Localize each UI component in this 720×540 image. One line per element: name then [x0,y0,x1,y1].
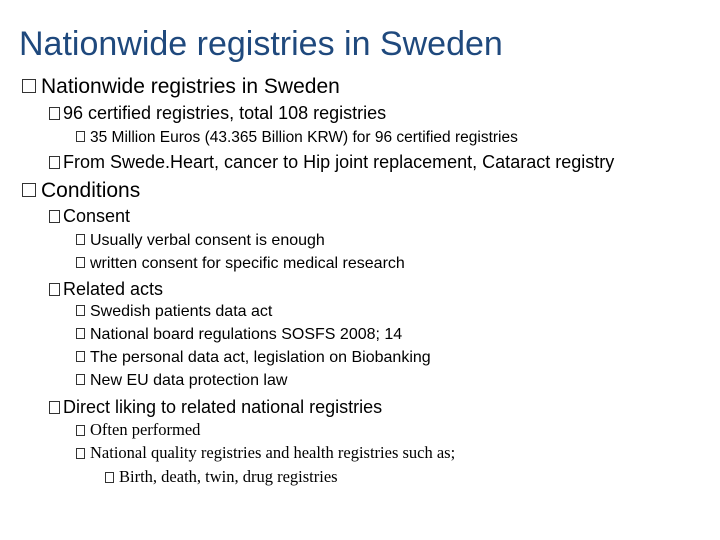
square-bullet-icon [49,156,60,169]
bullet-consent: Consent [49,205,130,227]
bullet-personal-data-act: The personal data act, legislation on Biobanking [76,348,431,368]
square-bullet-icon [76,131,85,142]
bullet-registry-types: Birth, death, twin, drug registries [105,467,338,487]
square-bullet-icon [49,210,60,223]
square-bullet-icon [49,283,60,296]
square-bullet-icon [76,257,85,268]
bullet-nationwide-registries: Nationwide registries in Sweden [22,75,340,99]
square-bullet-icon [76,305,85,316]
square-bullet-icon [76,374,85,385]
bullet-eu-data-law: New EU data protection law [76,371,287,391]
bullet-patients-data-act: Swedish patients data act [76,302,272,322]
square-bullet-icon [22,183,36,197]
bullet-direct-linking: Direct liking to related national registries [49,396,382,418]
bullet-sosfs-regulations: National board regulations SOSFS 2008; 14 [76,325,402,345]
square-bullet-icon [76,328,85,339]
bullet-registry-examples: From Swede.Heart, cancer to Hip joint replacement, Cataract registry [49,151,614,173]
square-bullet-icon [105,472,114,483]
bullet-certified-registries: 96 certified registries, total 108 registries [49,102,386,124]
bullet-written-consent: written consent for specific medical research [76,254,405,274]
slide-title: Nationwide registries in Sweden [19,25,503,63]
bullet-conditions: Conditions [22,179,140,203]
square-bullet-icon [22,79,36,93]
bullet-related-acts: Related acts [49,278,163,300]
square-bullet-icon [76,351,85,362]
bullet-verbal-consent: Usually verbal consent is enough [76,231,325,251]
square-bullet-icon [76,425,85,436]
square-bullet-icon [76,234,85,245]
bullet-quality-registries: National quality registries and health registries such as; [76,443,455,463]
bullet-often-performed: Often performed [76,420,200,440]
square-bullet-icon [49,401,60,414]
square-bullet-icon [49,107,60,120]
bullet-funding: 35 Million Euros (43.365 Billion KRW) for 96 certified registries [76,128,518,148]
square-bullet-icon [76,448,85,459]
